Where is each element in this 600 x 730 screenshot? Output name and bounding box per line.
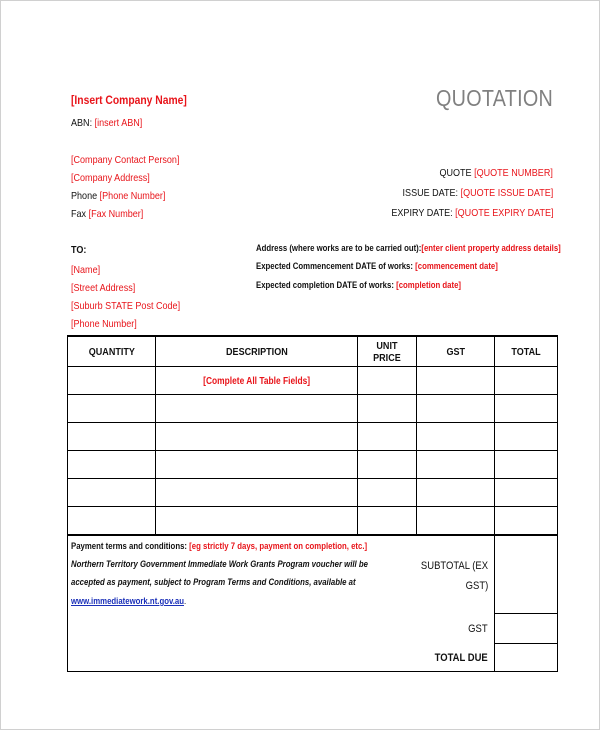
commencement-label: Expected Commencement DATE of works: xyxy=(256,261,413,272)
quote-number-value: [QUOTE NUMBER] xyxy=(474,167,553,179)
abn-value: [insert ABN] xyxy=(94,117,143,129)
table-row xyxy=(68,395,558,423)
commencement-line xyxy=(256,258,498,276)
issue-date-label: ISSUE DATE: xyxy=(402,187,458,199)
col-header-total: TOTAL xyxy=(495,336,558,367)
total-due-value[interactable] xyxy=(495,644,557,671)
recipient-street: [Street Address] xyxy=(71,282,136,294)
table-row xyxy=(68,367,558,395)
completion-label: Expected completion DATE of works: xyxy=(256,280,394,291)
quote-label: QUOTE xyxy=(439,167,472,179)
completion-value: [completion date] xyxy=(396,280,462,291)
fax-label: Fax xyxy=(71,208,87,220)
phone-value: [Phone Number] xyxy=(99,190,166,202)
voucher-text-2: accepted as payment, subject to Program Terms and Conditions, available at xyxy=(71,577,356,588)
description-cell[interactable] xyxy=(155,395,358,423)
subtotal-value[interactable] xyxy=(495,585,557,612)
col-header-gst: GST xyxy=(417,336,495,367)
commencement-value: [commencement date] xyxy=(415,261,498,272)
recipient-name: [Name] xyxy=(71,264,101,276)
recipient-phone: [Phone Number] xyxy=(71,318,137,330)
fax-value: [Fax Number] xyxy=(88,208,144,220)
quote-number-line xyxy=(440,164,553,182)
payment-terms-line xyxy=(71,538,367,556)
table-note: [Complete All Table Fields] xyxy=(203,375,311,387)
issue-date-value: [QUOTE ISSUE DATE] xyxy=(460,187,553,199)
gst-cell[interactable] xyxy=(417,479,495,507)
works-address-value: [enter client property address details] xyxy=(421,243,561,254)
gst-total-value[interactable] xyxy=(495,614,557,642)
col-header-quantity: QUANTITY xyxy=(68,336,156,367)
description-cell[interactable] xyxy=(155,423,358,451)
table-header-row xyxy=(68,336,558,367)
total-cell[interactable] xyxy=(495,451,558,479)
table-row xyxy=(68,451,558,479)
subtotal-label-2: GST) xyxy=(465,580,488,592)
gst-cell[interactable] xyxy=(417,395,495,423)
unit-price-cell[interactable] xyxy=(358,451,417,479)
subtotal-label-1: SUBTOTAL (EX xyxy=(420,560,488,572)
quantity-cell[interactable] xyxy=(68,451,156,479)
total-cell[interactable] xyxy=(495,507,558,535)
col-header-description: DESCRIPTION xyxy=(155,336,358,367)
company-name: [Insert Company Name] xyxy=(71,93,187,107)
total-cell[interactable] xyxy=(495,367,558,395)
works-address-label: Address (where works are to be carried out): xyxy=(256,243,422,254)
table-row xyxy=(68,479,558,507)
contact-person: [Company Contact Person] xyxy=(71,154,180,166)
payment-terms-value: [eg strictly 7 days, payment on completion, etc.] xyxy=(189,541,368,552)
expiry-date-label: EXPIRY DATE: xyxy=(390,207,453,219)
unit-price-cell[interactable] xyxy=(358,423,417,451)
items-table xyxy=(67,335,558,535)
unit-price-cell[interactable] xyxy=(358,479,417,507)
gst-cell[interactable] xyxy=(417,507,495,535)
program-link-line: www.immediatework.nt.gov.au. xyxy=(71,596,187,607)
table-row xyxy=(68,507,558,535)
quantity-cell[interactable] xyxy=(68,395,156,423)
phone-label: Phone xyxy=(71,190,98,202)
works-address-line xyxy=(256,240,561,258)
gst-cell[interactable] xyxy=(417,367,495,395)
expiry-date-value: [QUOTE EXPIRY DATE] xyxy=(454,207,553,219)
recipient-suburb: [Suburb STATE Post Code] xyxy=(71,300,181,312)
description-cell[interactable] xyxy=(155,367,358,395)
description-cell[interactable] xyxy=(155,479,358,507)
gst-total-label: GST xyxy=(468,623,488,635)
payment-terms-label: Payment terms and conditions: xyxy=(71,541,188,552)
col-header-unit-price: UNIT PRICE xyxy=(358,336,417,367)
total-cell[interactable] xyxy=(495,479,558,507)
table-row xyxy=(68,423,558,451)
quantity-cell[interactable] xyxy=(68,479,156,507)
to-label: TO: xyxy=(71,244,87,256)
completion-line xyxy=(256,277,461,295)
description-cell[interactable] xyxy=(155,451,358,479)
quantity-cell[interactable] xyxy=(68,423,156,451)
program-link[interactable]: www.immediatework.nt.gov.au xyxy=(71,596,184,607)
quantity-cell[interactable] xyxy=(68,367,156,395)
phone-line xyxy=(71,187,165,205)
quantity-cell[interactable] xyxy=(68,507,156,535)
voucher-text-1: Northern Territory Government Immediate Work Grants Program voucher will be xyxy=(71,559,368,570)
total-cell[interactable] xyxy=(495,395,558,423)
unit-price-cell[interactable] xyxy=(358,367,417,395)
expiry-date-line xyxy=(391,204,553,222)
unit-price-cell[interactable] xyxy=(358,395,417,423)
abn-line xyxy=(71,114,142,132)
issue-date-line xyxy=(402,184,553,202)
description-cell[interactable] xyxy=(155,507,358,535)
unit-price-cell[interactable] xyxy=(358,507,417,535)
abn-label: ABN: xyxy=(71,117,93,129)
gst-cell[interactable] xyxy=(417,451,495,479)
total-due-label: TOTAL DUE xyxy=(434,652,488,664)
page-title: QUOTATION xyxy=(436,85,553,111)
gst-cell[interactable] xyxy=(417,423,495,451)
total-cell[interactable] xyxy=(495,423,558,451)
fax-line xyxy=(71,205,143,223)
company-address: [Company Address] xyxy=(71,172,150,184)
